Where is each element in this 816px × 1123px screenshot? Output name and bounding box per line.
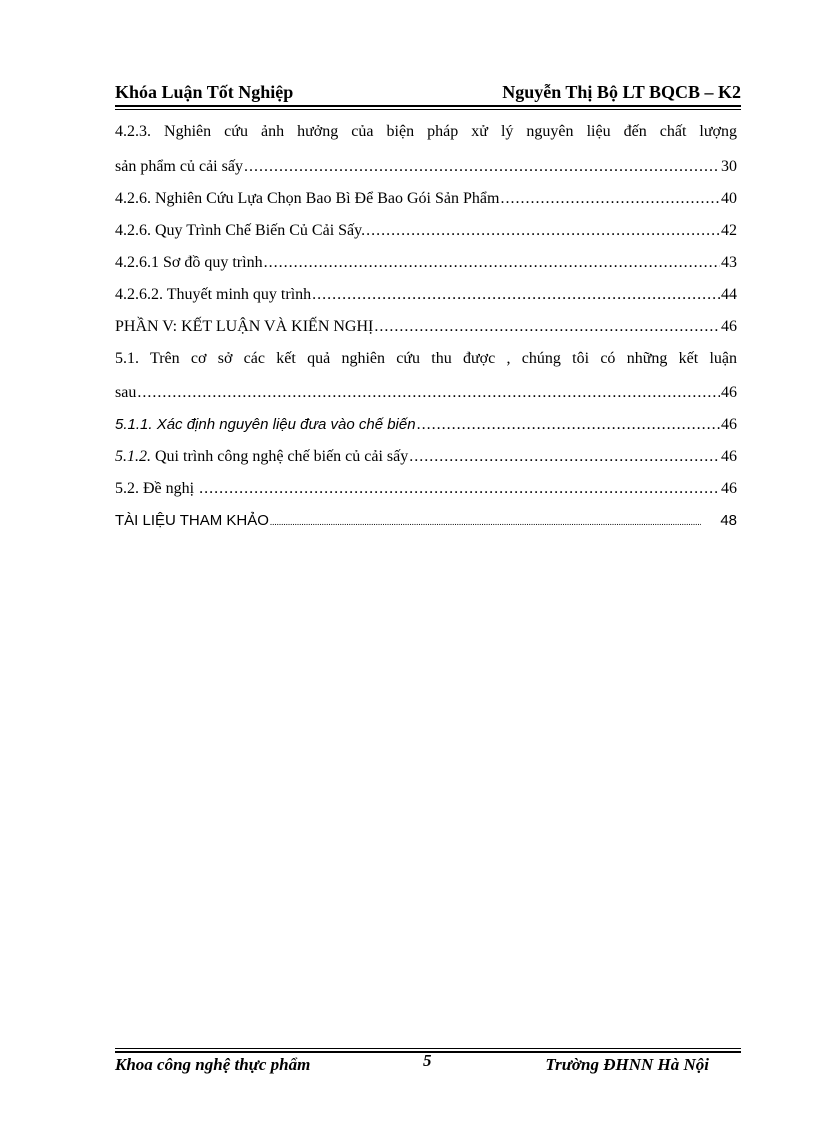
toc-leader-dots	[244, 155, 720, 179]
toc-entry-title: Qui trình công nghệ chế biến củ cải sấy	[151, 448, 409, 465]
toc-entry-text: 5.1. Trên cơ sở các kết quả nghiên cứu thu được , chúng tôi có những kết luận	[115, 350, 737, 367]
toc-entry-4-2-3-line1	[115, 120, 737, 144]
page-footer	[115, 1051, 741, 1077]
toc-entry-label: 5.1.1. Xác định nguyên liệu đưa vào chế biến	[115, 416, 416, 433]
toc-entry-4-2-6-process[interactable]	[115, 219, 737, 243]
toc-entry-number: 5.1.2.	[115, 448, 151, 465]
toc-entry-label: 4.2.6.2. Thuyết minh quy trình	[115, 286, 312, 303]
toc-entry-5-1-line1	[115, 347, 737, 371]
footer-rule-thin	[115, 1048, 741, 1049]
toc-entry-5-1-1[interactable]	[115, 413, 737, 437]
toc-leader-dots	[374, 315, 720, 339]
header-author: Nguyễn Thị Bộ LT BQCB – K2	[502, 82, 741, 102]
toc-leader-dots	[500, 187, 720, 211]
toc-page-number: 43	[721, 254, 737, 271]
toc-entry-text: 4.2.3. Nghiên cứu ảnh hưởng của biện pháp xử lý nguyên liệu đến chất lượng	[115, 123, 737, 140]
toc-page-number: 46	[721, 318, 737, 335]
toc-page-number: 30	[721, 158, 737, 175]
toc-leader-dots	[264, 251, 720, 275]
page-header	[115, 82, 741, 104]
toc-page-number: 48	[720, 512, 737, 529]
toc-entry-label: 4.2.6. Quy Trình Chế Biến Củ Cải Sấy.	[115, 222, 366, 239]
toc-leader-dots	[199, 477, 720, 501]
toc-entry-label: 4.2.6. Nghiên Cứu Lựa Chọn Bao Bì Để Bao Gói Sản Phẩm	[115, 190, 500, 207]
footer-page-number: 5	[423, 1051, 432, 1070]
toc-entry-4-2-6-2[interactable]	[115, 283, 737, 307]
footer-faculty: Khoa công nghệ thực phẩm	[115, 1055, 311, 1074]
toc-page-number: 40	[721, 190, 737, 207]
toc-leader-dots	[417, 413, 720, 437]
toc-entry-label	[115, 445, 408, 469]
toc-page-number: 44	[721, 286, 737, 303]
toc-leader-dots	[137, 381, 720, 405]
toc-leader-dots	[366, 219, 720, 243]
toc-page-number: 46	[721, 480, 737, 497]
toc-page-number: 46	[721, 384, 737, 401]
toc-entry-5-1-2[interactable]	[115, 445, 737, 469]
toc-entry-label: sau	[115, 384, 137, 401]
toc-entry-5-1[interactable]	[115, 381, 737, 405]
toc-entry-label: TÀI LIỆU THAM KHẢO	[115, 512, 269, 529]
toc-entry-label: 5.2. Đề nghị	[115, 480, 199, 497]
toc-entry-part-v[interactable]	[115, 315, 737, 339]
toc-entry-references[interactable]	[115, 509, 737, 533]
header-rule-thin	[115, 109, 741, 110]
toc-leader-dots	[270, 510, 701, 534]
toc-leader-dots	[312, 283, 720, 307]
toc-entry-4-2-6-1[interactable]	[115, 251, 737, 275]
toc-entry-label: PHẦN V: KẾT LUẬN VÀ KIẾN NGHỊ	[115, 318, 374, 335]
toc-entry-5-2[interactable]	[115, 477, 737, 501]
footer-university: Trường ĐHNN Hà Nội	[545, 1055, 709, 1074]
toc-entry-label: 4.2.6.1 Sơ đồ quy trình	[115, 254, 263, 271]
header-rule	[115, 105, 741, 107]
toc-page-number: 46	[721, 448, 737, 465]
toc-entry-4-2-6-packaging[interactable]	[115, 187, 737, 211]
header-thesis-title: Khóa Luận Tốt Nghiệp	[115, 82, 294, 102]
toc-page-number: 46	[721, 416, 737, 433]
toc-page-number: 42	[721, 222, 737, 239]
toc-entry-4-2-3[interactable]	[115, 155, 737, 179]
toc-entry-label: sản phẩm củ cải sấy	[115, 158, 243, 175]
toc-leader-dots	[409, 445, 720, 469]
